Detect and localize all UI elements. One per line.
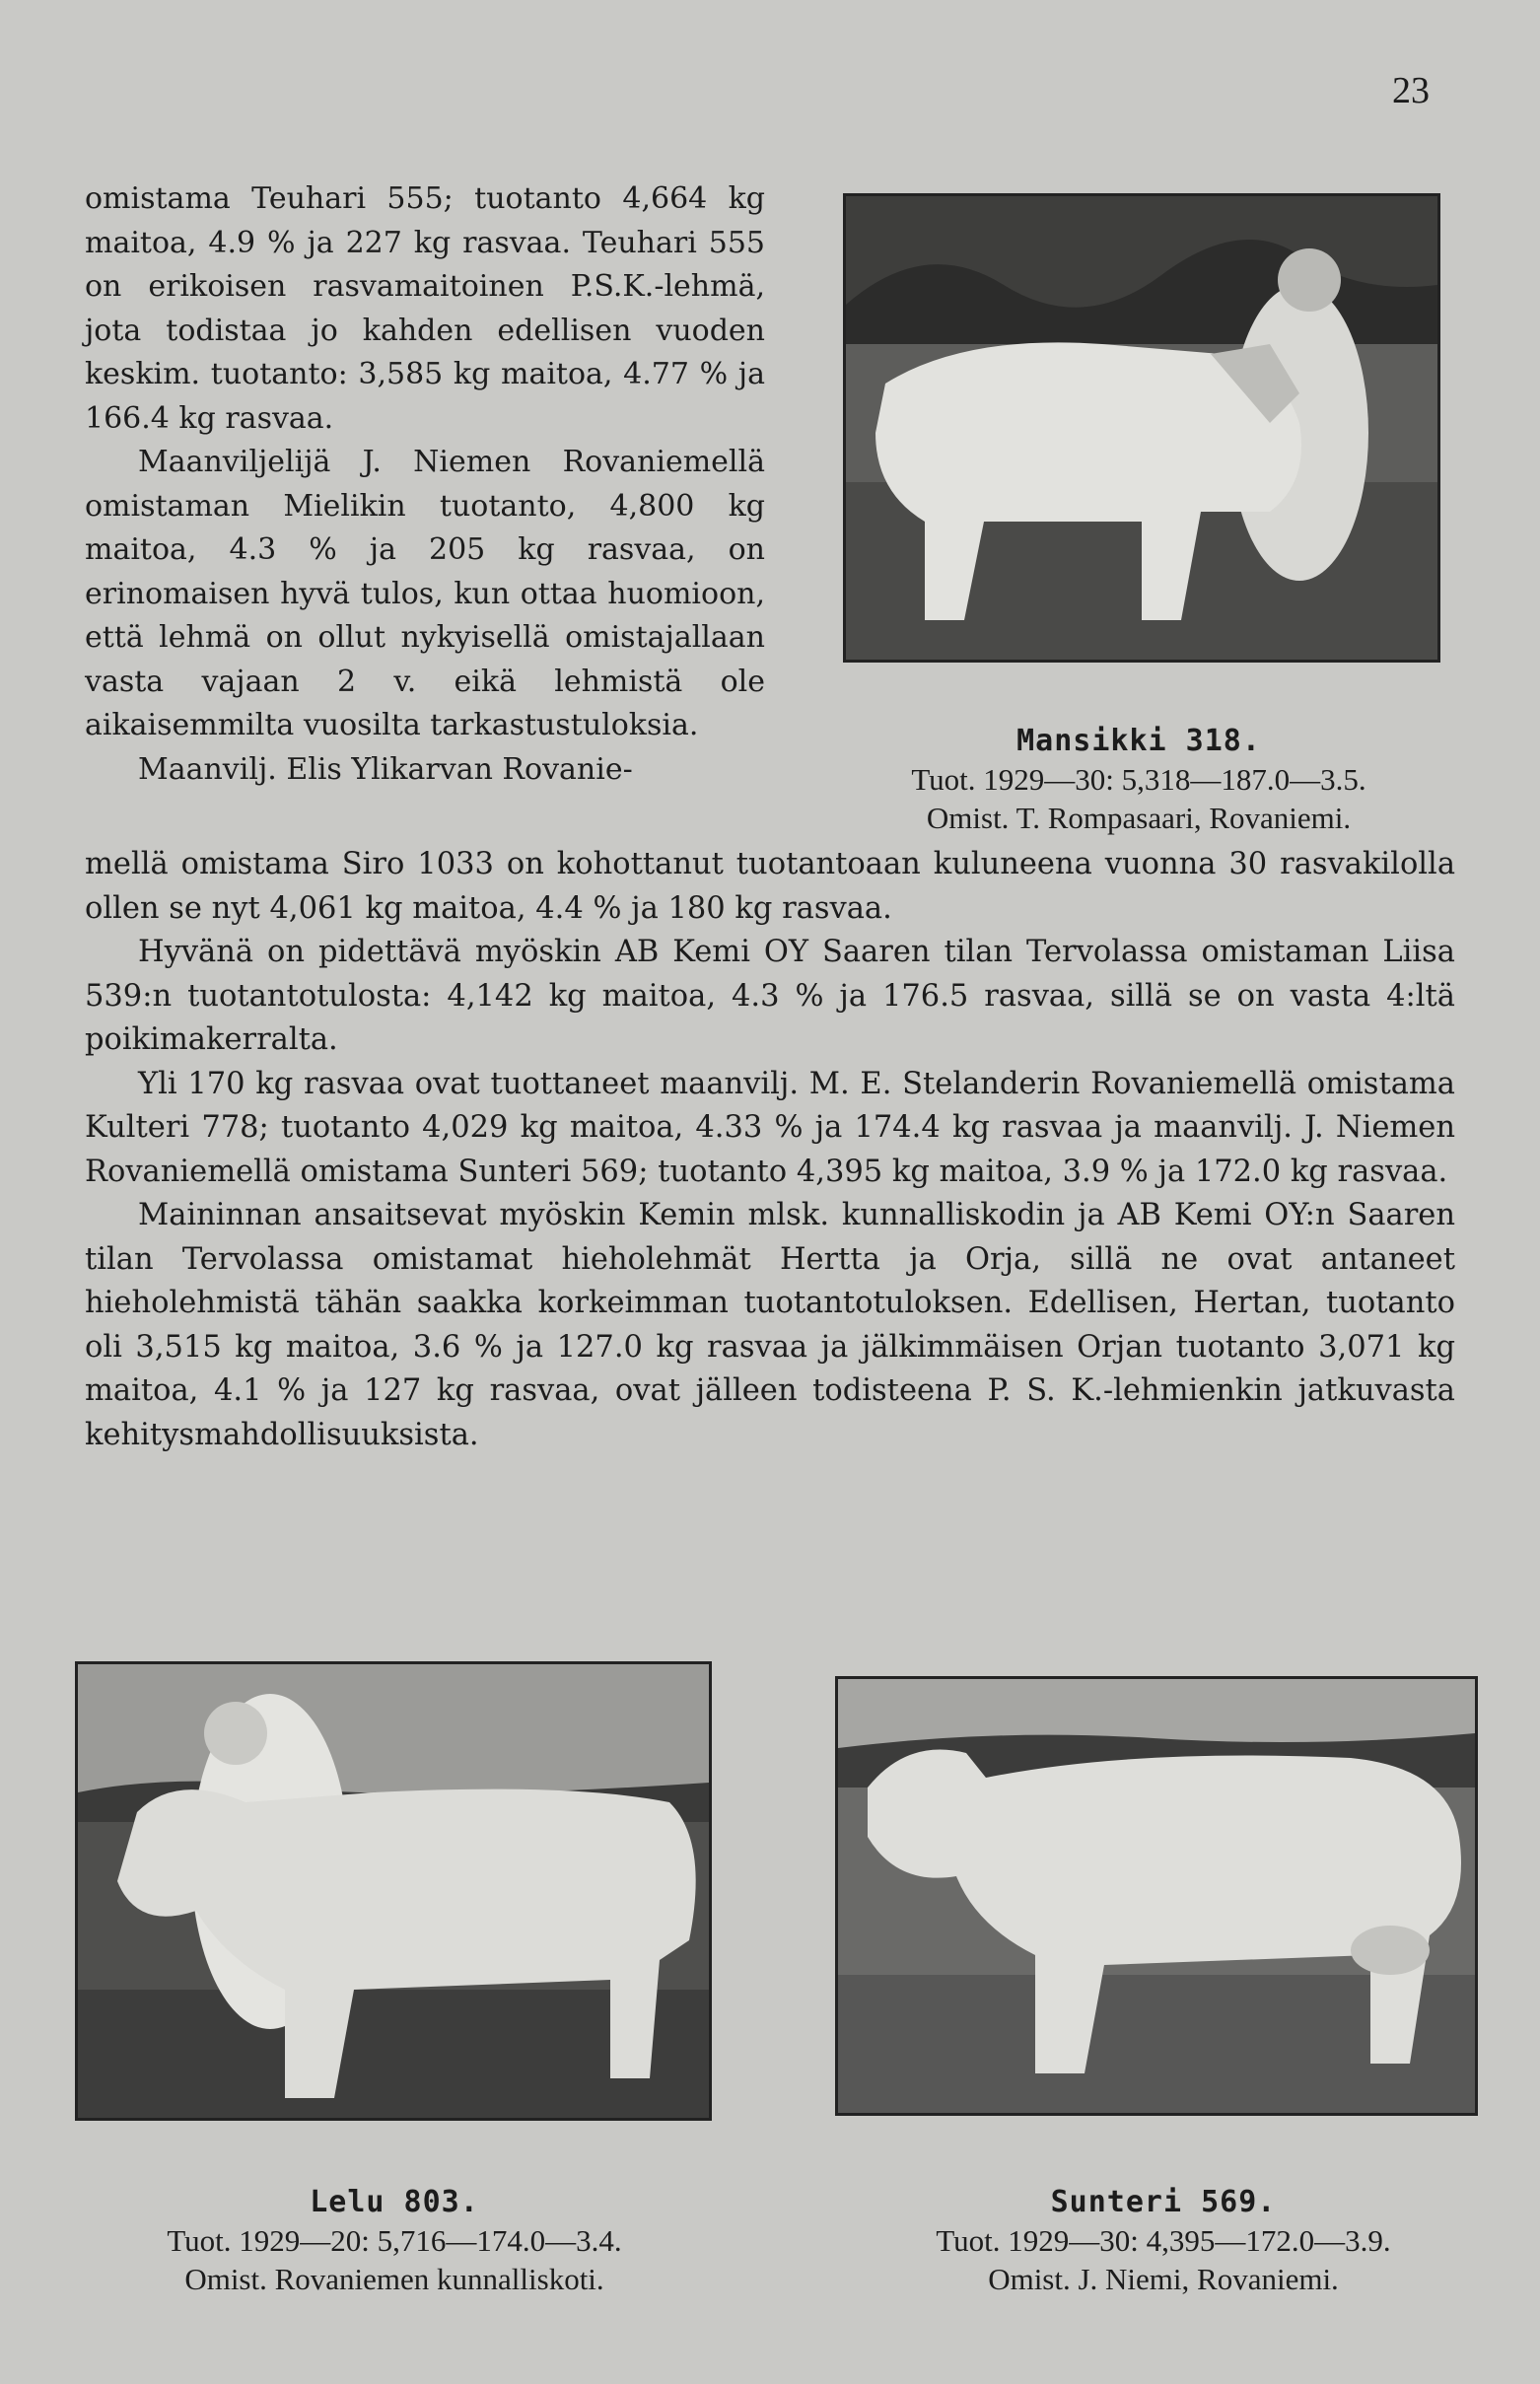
cow-image xyxy=(838,1679,1475,2113)
photo-lelu xyxy=(75,1661,712,2121)
photo-owner: Omist. T. Rompasaari, Rovaniemi. xyxy=(926,801,1352,835)
photo-production: Tuot. 1929—30: 5,318—187.0—3.5. xyxy=(911,762,1366,797)
photo-name: Sunteri 569. xyxy=(1050,2185,1277,2219)
page-number: 23 xyxy=(1392,70,1430,111)
column-text xyxy=(85,177,765,792)
photo-owner: Omist. J. Niemi, Rovaniemi. xyxy=(988,2262,1339,2296)
photo-sunteri xyxy=(835,1676,1478,2116)
caption-mansikki xyxy=(828,722,1449,837)
photo-name: Lelu 803. xyxy=(310,2185,479,2219)
caption-sunteri xyxy=(828,2183,1499,2298)
photo-production: Tuot. 1929—20: 5,716—174.0—3.4. xyxy=(167,2223,622,2258)
body-paragraph-1: mellä omistama Siro 1033 on kohottanut tuotantoaan kuluneena vuonna 30 rasvakilolla ollen se nyt 4,061 kg maitoa, 4.4 % ja 180 kg rasvaa. xyxy=(85,847,1455,926)
photo-owner: Omist. Rovaniemen kunnalliskoti. xyxy=(184,2262,604,2296)
body-paragraph-3: Yli 170 kg rasvaa ovat tuottaneet maanvilj. M. E. Stelanderin Rovaniemellä omistama Kulteri 778; tuotanto 4,029 kg maitoa, 4.33 % ja 174.4 kg rasvaa ja maanvilj. J. Niemen Rovaniemellä omistama Sunteri 569; tuotanto 4,395 kg maitoa, 3.9 % ja 172.0 kg rasvaa. xyxy=(85,1066,1455,1189)
caption-lelu xyxy=(59,2183,730,2298)
photo-name: Mansikki 318. xyxy=(1016,724,1261,758)
body-text xyxy=(85,843,1455,1457)
body-paragraph-4: Maininnan ansaitsevat myöskin Kemin mlsk. kunnalliskodin ja AB Kemi OY:n Saaren tilan Tervolassa omistamat hieholehmät Hertta ja Orja, sillä ne ovat antaneet hieholehmistä tähän saakka korkeimman tuotantotuloksen. Edellisen, Hertan, tuotanto oli 3,515 kg maitoa, 3.6 % ja 127.0 kg rasvaa ja jälkimmäisen Orjan tuotanto 3,071 kg maitoa, 4.1 % ja 127 kg rasvaa, ovat jälleen todisteena P. S. K.-lehmienkin jatkuvasta kehitysmahdollisuuksista. xyxy=(85,1198,1455,1452)
photo-mansikki xyxy=(843,193,1440,663)
column-paragraph-3: Maanvilj. Elis Ylikarvan Rovanie- xyxy=(138,751,633,787)
column-paragraph-2: Maanviljelijä J. Niemen Rovaniemellä omistaman Mielikin tuotanto, 4,800 kg maitoa, 4.3 % ja 205 kg rasvaa, on erinomaisen hyvä tulos, kun ottaa huomioon, että lehmä on ollut nykyisellä omistajallaan vasta vajaan 2 v. eikä lehmistä ole aikaisemmilta vuosilta tarkastustuloksia. xyxy=(85,445,765,742)
body-paragraph-2: Hyvänä on pidettävä myöskin AB Kemi OY Saaren tilan Tervolassa omistaman Liisa 539:n tuotantotulosta: 4,142 kg maitoa, 4.3 % ja 176.5 rasvaa, sillä se on vasta 4:ltä poikimakerralta. xyxy=(85,935,1455,1057)
column-paragraph-1: omistama Teuhari 555; tuotanto 4,664 kg maitoa, 4.9 % ja 227 kg rasvaa. Teuhari 555 on erikoisen rasvamaitoinen P.S.K.-lehmä, jota todistaa jo kahden edellisen vuoden keskim. tuotanto: 3,585 kg maitoa, 4.77 % ja 166.4 kg rasvaa. xyxy=(85,181,765,436)
photo-production: Tuot. 1929—30: 4,395—172.0—3.9. xyxy=(936,2223,1391,2258)
cow-with-woman-image xyxy=(846,196,1437,660)
cow-with-woman-image xyxy=(78,1664,709,2118)
